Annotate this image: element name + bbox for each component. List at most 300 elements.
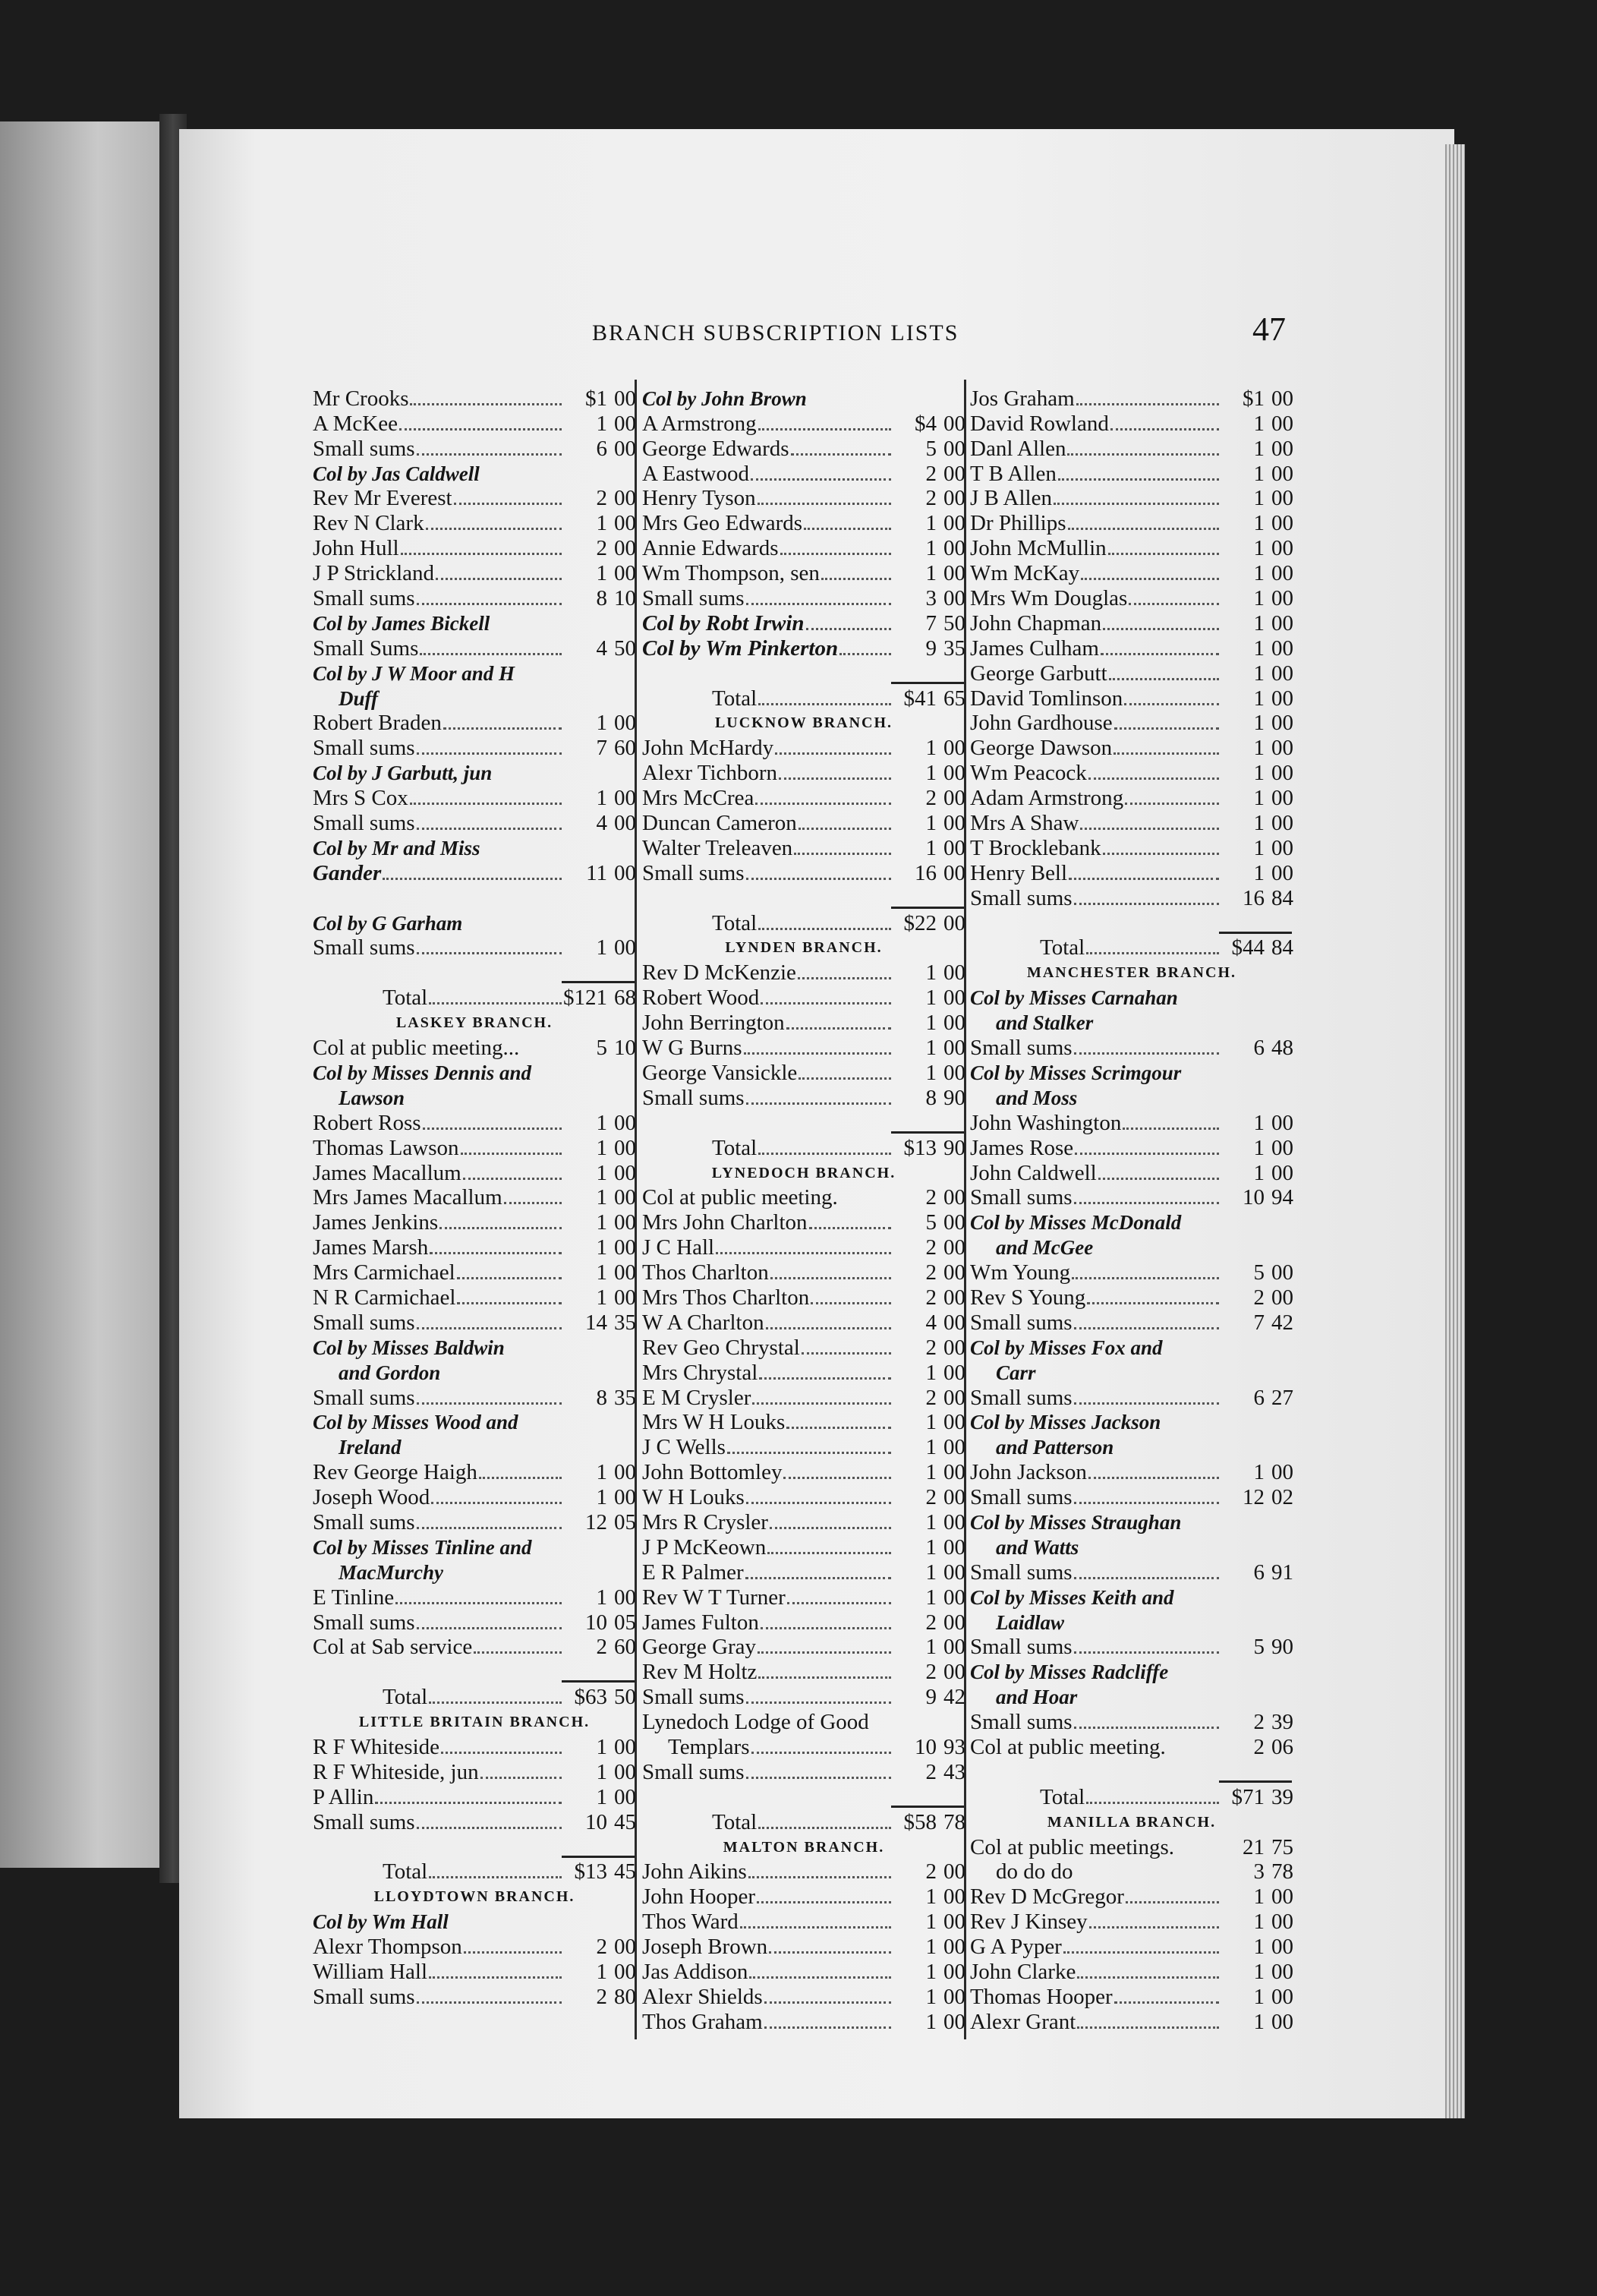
subscriber-name: Duncan Cameron: [642, 811, 797, 836]
amount-dollars: 1: [1253, 461, 1265, 486]
dot-leader: [1074, 1327, 1219, 1329]
collector-heading-continued: [970, 1534, 1293, 1560]
amount-cents: 00: [1271, 1110, 1293, 1135]
subscriber-name: Small sums: [642, 860, 745, 885]
dot-leader: [770, 1527, 891, 1529]
subscriber-name: Small sums: [970, 1635, 1073, 1660]
amount-dollars: 1: [596, 1734, 607, 1759]
amount-dollars: 8: [596, 586, 607, 611]
subscription-entry: [642, 610, 965, 636]
collector-name: Duff: [339, 686, 379, 710]
total-cents: 65: [943, 686, 965, 711]
dot-leader: [716, 1252, 891, 1254]
collector-heading: [970, 1509, 1293, 1534]
total-label: Total: [383, 986, 428, 1011]
subscription-entry: [642, 860, 965, 885]
subscriber-name: Rev J Kinsey: [970, 1910, 1088, 1935]
amount-cents: 00: [614, 1734, 636, 1759]
branch-total: [642, 686, 965, 711]
amount-cents: 00: [614, 536, 636, 561]
collector-heading-continued: [970, 1360, 1293, 1385]
amount-cents: 00: [943, 1935, 965, 1960]
dot-leader: [1074, 1577, 1219, 1579]
rule-line: [891, 682, 964, 684]
amount-dollars: 1: [925, 1509, 937, 1534]
amount-cents: 00: [1271, 1960, 1293, 1984]
subscription-entry: [642, 1385, 965, 1410]
amount-cents: 00: [943, 1859, 965, 1884]
collector-name: and Patterson: [996, 1436, 1114, 1459]
subscription-entry: [313, 1459, 636, 1484]
amount-cents: 00: [943, 1360, 965, 1385]
total-rule: [970, 910, 1293, 935]
subscription-entry: [642, 1459, 965, 1484]
subscription-entry: [970, 560, 1293, 585]
amount-cents: 05: [614, 1610, 636, 1635]
amount-cents: 00: [943, 411, 965, 436]
subscriber-name: John McMullin: [970, 536, 1107, 561]
subscriber-name: Small sums: [313, 1984, 415, 2009]
subscriber-name: J P McKeown: [642, 1534, 767, 1560]
dot-leader: [1076, 403, 1219, 405]
amount-dollars: 1: [596, 935, 607, 960]
amount-cents: 00: [1271, 761, 1293, 786]
amount-cents: 00: [614, 1784, 636, 1809]
collector-name: and Hoar: [996, 1686, 1078, 1709]
subscription-entry: [970, 711, 1293, 736]
amount-dollars: 1: [596, 711, 607, 736]
total-rule: [313, 1834, 636, 1859]
dot-leader: [1058, 478, 1219, 481]
dot-leader: [758, 1651, 891, 1654]
dot-leader: [794, 853, 891, 855]
subscription-entry: [970, 1310, 1293, 1335]
amount-dollars: 8: [596, 1385, 607, 1410]
subscription-entry: [642, 1610, 965, 1635]
amount-dollars: 2: [596, 1935, 607, 1960]
dot-leader: [1109, 678, 1219, 680]
dot-leader: [727, 1452, 891, 1454]
dot-leader: [1113, 752, 1219, 755]
subscriber-name: J C Wells: [642, 1435, 726, 1460]
total-label: Total: [1040, 1784, 1085, 1809]
dot-leader: [417, 1527, 562, 1529]
amount-dollars: 1: [1253, 536, 1265, 561]
amount-dollars: 2: [925, 1485, 937, 1510]
subscription-entry: [642, 810, 965, 835]
amount-dollars: 5: [1253, 1635, 1265, 1660]
amount-cents: 00: [943, 561, 965, 586]
subscriber-name: Dr Phillips: [970, 511, 1066, 536]
amount-cents: 00: [943, 1310, 965, 1335]
subscription-entry: [642, 1010, 965, 1035]
dot-leader: [417, 1402, 562, 1405]
amount-dollars: 1: [596, 1185, 607, 1210]
amount-cents: 60: [614, 736, 636, 761]
dot-leader: [1089, 1926, 1219, 1929]
amount-dollars: 1: [596, 1759, 607, 1784]
subscriber-name: John Gardhouse: [970, 711, 1113, 736]
subscription-entry: [313, 1585, 636, 1610]
amount-dollars: $1: [585, 386, 607, 411]
subscription-entry: [642, 1509, 965, 1534]
subscription-entry: [970, 1635, 1293, 1660]
amount-dollars: 2: [925, 461, 937, 486]
subscriber-name: David Rowland: [970, 411, 1109, 436]
subscriber-name: Small sums: [313, 586, 415, 611]
dot-leader: [417, 453, 562, 456]
total-dollars: $41: [903, 686, 937, 711]
amount-cents: 00: [1271, 711, 1293, 736]
collector-name: Col by Misses Tinline and: [313, 1535, 532, 1559]
amount-dollars: 1: [925, 960, 937, 986]
dot-leader: [787, 1602, 891, 1604]
dot-leader: [457, 1277, 562, 1279]
dot-leader: [431, 1502, 562, 1504]
dot-leader: [429, 1976, 562, 1979]
subscription-entry: [970, 1160, 1293, 1185]
amount-cents: 02: [1271, 1485, 1293, 1510]
rule-line: [1219, 932, 1292, 934]
collector-heading-continued: [970, 1684, 1293, 1709]
subscriber-name: Rev George Haigh: [313, 1460, 477, 1485]
amount-dollars: 5: [596, 1036, 607, 1061]
subscriber-name: Small sums: [642, 1085, 745, 1110]
amount-cents: 00: [943, 1660, 965, 1685]
collector-heading-continued: [970, 1434, 1293, 1459]
dot-leader: [1125, 803, 1219, 805]
amount-cents: 00: [1271, 386, 1293, 411]
amount-cents: 00: [943, 1635, 965, 1660]
dot-leader: [1074, 903, 1219, 905]
collector-heading-continued: [970, 1085, 1293, 1110]
amount-dollars: 5: [925, 436, 937, 461]
dot-leader: [745, 1577, 891, 1579]
amount-cents: 00: [943, 1060, 965, 1085]
dot-leader: [417, 1627, 562, 1629]
amount-cents: 00: [614, 1485, 636, 1510]
total-dollars: $22: [903, 910, 937, 935]
subscription-entry: [642, 985, 965, 1010]
subscription-entry: [970, 1260, 1293, 1285]
amount-dollars: 1: [925, 536, 937, 561]
subscriber-name: Thomas Lawson: [313, 1135, 459, 1160]
dot-leader: [399, 428, 562, 430]
amount-cents: 00: [1271, 511, 1293, 536]
amount-cents: 90: [1271, 1635, 1293, 1660]
dot-leader: [798, 1077, 891, 1080]
subscriber-name: Henry Tyson: [642, 486, 756, 511]
total-label: Total: [712, 910, 758, 935]
subscriber-name: A Armstrong: [642, 411, 757, 436]
subscription-entry: [970, 1110, 1293, 1135]
dot-leader: [461, 1153, 562, 1155]
amount-dollars: 1: [925, 2009, 937, 2034]
dot-leader: [1086, 1802, 1219, 1804]
amount-dollars: 10: [585, 1809, 607, 1834]
subscription-entry: [970, 1135, 1293, 1160]
subscription-entry: [642, 510, 965, 535]
branch-name: LYNEDOCH BRANCH.: [711, 1164, 896, 1181]
amount-dollars: 1: [1253, 586, 1265, 611]
subscription-entry: [970, 735, 1293, 760]
amount-cents: 00: [614, 411, 636, 436]
amount-dollars: 7: [1253, 1310, 1265, 1335]
subscriber-name: Rev M Holtz: [642, 1660, 758, 1685]
dot-leader: [806, 628, 891, 630]
dot-leader: [770, 1277, 891, 1279]
subscription-entry: [970, 1459, 1293, 1484]
subscription-entry: [642, 1235, 965, 1260]
subscription-entry: [313, 636, 636, 661]
amount-dollars: 1: [1253, 436, 1265, 461]
amount-cents: 00: [1271, 1884, 1293, 1910]
amount-dollars: 2: [925, 1859, 937, 1884]
amount-dollars: 1: [1253, 661, 1265, 686]
subscription-entry: [313, 1610, 636, 1635]
collector-name: Col by Misses Fox and: [970, 1336, 1163, 1359]
dot-leader: [758, 703, 891, 705]
dot-leader: [429, 1702, 562, 1704]
dot-leader: [755, 803, 891, 805]
subscriber-name: Mrs R Crysler: [642, 1509, 768, 1534]
subscriber-name: Templars: [668, 1734, 750, 1759]
subscription-entry: [313, 411, 636, 436]
subscription-entry: [313, 1135, 636, 1160]
collector-heading: [313, 1410, 636, 1435]
branch-name: LASKEY BRANCH.: [395, 1014, 553, 1032]
amount-cents: 00: [1271, 860, 1293, 885]
amount-cents: 00: [943, 1260, 965, 1285]
amount-cents: 00: [614, 1585, 636, 1610]
subscriber-name: Mrs James Macallum: [313, 1185, 502, 1210]
dot-leader: [1123, 1128, 1219, 1130]
dot-leader: [1074, 1202, 1219, 1204]
subscription-entry: [970, 1185, 1293, 1210]
subscriber-name: Wm Peacock: [970, 761, 1087, 786]
amount-dollars: 1: [596, 1285, 607, 1310]
amount-cents: 27: [1271, 1385, 1293, 1410]
subscriber-name: W A Charlton: [642, 1310, 764, 1335]
collector-heading: [313, 835, 636, 860]
amount-cents: 00: [1271, 561, 1293, 586]
subscriber-name: Mrs W H Louks: [642, 1410, 786, 1435]
amount-cents: 00: [943, 1285, 965, 1310]
subscription-entry: [313, 1210, 636, 1235]
blank-line: [313, 885, 636, 910]
subscriber-name: Col at Sab service: [313, 1635, 473, 1660]
collector-name: Col by Jas Caldwell: [313, 462, 480, 485]
amount-dollars: $4: [915, 411, 937, 436]
collector-name: Col by Misses Jackson: [970, 1411, 1161, 1434]
dot-leader: [751, 478, 891, 481]
dot-leader: [1108, 553, 1219, 555]
amount-cents: 00: [943, 1185, 965, 1210]
amount-dollars: 2: [925, 1260, 937, 1285]
subscriber-name: John Chapman: [970, 610, 1102, 636]
subscription-entry: [642, 486, 965, 511]
amount-cents: 06: [1271, 1734, 1293, 1759]
subscription-entry: [313, 1310, 636, 1335]
subscriber-name: Alexr Shields: [642, 1984, 763, 2009]
collector-heading: [313, 1335, 636, 1360]
total-cents: 00: [943, 910, 965, 935]
amount-cents: 05: [614, 1509, 636, 1534]
subscriber-name: Alexr Thompson: [313, 1935, 462, 1960]
dot-leader: [1069, 878, 1219, 880]
subscription-entry: [313, 1734, 636, 1759]
subscriber-name: Small sums: [313, 436, 415, 461]
dot-leader: [417, 603, 562, 605]
amount-dollars: 1: [925, 1984, 937, 2009]
total-dollars: $44: [1231, 935, 1265, 960]
dot-leader: [798, 977, 891, 979]
amount-dollars: 2: [925, 1759, 937, 1784]
dot-leader: [417, 1827, 562, 1829]
total-dollars: $71: [1231, 1784, 1265, 1809]
subscriber-name: Gander: [313, 860, 382, 885]
subscriber-name: Rev D McKenzie: [642, 960, 796, 986]
collector-name: Col by Misses Carnahan: [970, 986, 1178, 1010]
dot-leader: [1110, 428, 1219, 430]
subscriber-name: Small sums: [642, 1685, 745, 1710]
amount-dollars: 2: [925, 1385, 937, 1410]
subscriber-name: Jas Addison: [642, 1960, 748, 1984]
subscriber-name: Small Sums: [313, 636, 419, 661]
branch-heading: [970, 1809, 1293, 1834]
dot-leader: [746, 1102, 891, 1105]
amount-dollars: 2: [596, 1635, 607, 1660]
subscriber-name: Small sums: [313, 1610, 415, 1635]
amount-dollars: 1: [1253, 486, 1265, 511]
subscriber-name: Rev Geo Chrystal: [642, 1335, 800, 1360]
amount-dollars: 1: [596, 786, 607, 811]
dot-leader: [1126, 1901, 1219, 1903]
dot-leader: [1101, 653, 1219, 655]
amount-cents: 00: [943, 960, 965, 986]
amount-cents: 00: [614, 1260, 636, 1285]
total-label: Total: [712, 1809, 758, 1834]
amount-cents: 10: [614, 1036, 636, 1061]
subscriber-name: Robert Wood: [642, 986, 760, 1011]
collector-heading-continued: [970, 1610, 1293, 1635]
dot-leader: [429, 1002, 562, 1004]
amount-cents: 00: [943, 486, 965, 511]
dot-leader: [417, 1327, 562, 1329]
amount-cents: 00: [1271, 486, 1293, 511]
dot-leader: [746, 1777, 891, 1779]
subscriber-name: Small sums: [642, 586, 745, 611]
amount-dollars: 4: [596, 636, 607, 661]
subscriber-name: Col by Wm Pinkerton: [642, 636, 839, 661]
dot-leader: [761, 1627, 891, 1629]
dot-leader: [1129, 603, 1219, 605]
amount-cents: 00: [943, 1235, 965, 1260]
amount-dollars: 1: [596, 1485, 607, 1510]
subscription-entry: [970, 461, 1293, 486]
branch-name: LLOYDTOWN BRANCH.: [373, 1888, 575, 1906]
amount-dollars: 1: [596, 1135, 607, 1160]
amount-dollars: 6: [596, 436, 607, 461]
dot-leader: [764, 2001, 891, 2004]
subscriber-name: Rev S Young: [970, 1285, 1086, 1310]
collector-heading-continued: [313, 1560, 636, 1585]
dot-leader: [1067, 453, 1219, 456]
total-rule: [970, 1759, 1293, 1784]
dot-leader: [748, 1876, 891, 1878]
subscription-entry: [970, 835, 1293, 860]
dot-leader: [767, 1552, 891, 1554]
subscription-entry: [642, 1684, 965, 1709]
amount-dollars: 1: [925, 1460, 937, 1485]
amount-cents: 00: [943, 1585, 965, 1610]
subscription-entry: [970, 885, 1293, 910]
total-cents: 45: [614, 1859, 636, 1884]
branch-name: MALTON BRANCH.: [723, 1838, 885, 1856]
subscription-entry: [642, 1260, 965, 1285]
subscription-entry: [642, 960, 965, 985]
dot-leader: [464, 1951, 562, 1954]
total-cents: 68: [614, 986, 636, 1011]
subscriber-name: Rev D McGregor: [970, 1884, 1124, 1910]
collector-heading: [313, 1060, 636, 1085]
collector-heading: [313, 661, 636, 686]
collector-name: Col by John Brown: [642, 386, 807, 410]
subscriber-name: E M Crysler: [642, 1385, 751, 1410]
amount-cents: 00: [1271, 536, 1293, 561]
subscriber-name: Small sums: [313, 1509, 415, 1534]
collector-heading-continued: [970, 1235, 1293, 1260]
subscriber-name: W G Burns: [642, 1036, 742, 1061]
amount-cents: 00: [1271, 1984, 1293, 2009]
amount-dollars: 1: [1253, 1935, 1265, 1960]
subscription-entry: [970, 810, 1293, 835]
subscription-entry: [970, 1909, 1293, 1934]
amount-cents: 80: [614, 1984, 636, 2009]
amount-cents: 00: [943, 1385, 965, 1410]
subscriber-name: James Fulton: [642, 1610, 759, 1635]
amount-dollars: 2: [925, 1610, 937, 1635]
subscription-entry: [642, 411, 965, 436]
subscriber-name: P Allin: [313, 1784, 374, 1809]
subscription-entry: [313, 1509, 636, 1534]
subscription-entry: [970, 1884, 1293, 1909]
branch-name: MANCHESTER BRANCH.: [1026, 964, 1237, 982]
dot-leader: [1086, 952, 1219, 954]
amount-dollars: 10: [1243, 1185, 1265, 1210]
dot-leader: [1103, 628, 1219, 630]
amount-dollars: 2: [925, 486, 937, 511]
amount-cents: 00: [1271, 1285, 1293, 1310]
collector-name: Col by J Garbutt, jun: [313, 762, 493, 785]
amount-dollars: 5: [925, 1210, 937, 1235]
branch-total: [642, 1135, 965, 1160]
branch-heading: [642, 711, 965, 736]
dot-leader: [401, 553, 562, 555]
dot-leader: [746, 1502, 891, 1504]
amount-dollars: 14: [585, 1310, 607, 1335]
amount-dollars: 2: [925, 1660, 937, 1685]
subscription-entry: [642, 1484, 965, 1509]
subscriber-name: John Washington: [970, 1110, 1122, 1135]
subscriber-name: Small sums: [313, 736, 415, 761]
subscription-entry: [642, 785, 965, 810]
amount-dollars: 1: [925, 1884, 937, 1910]
subscription-entry: [642, 1909, 965, 1934]
subscription-entry: [313, 1385, 636, 1410]
dot-leader: [758, 928, 891, 930]
total-dollars: $58: [903, 1809, 937, 1834]
